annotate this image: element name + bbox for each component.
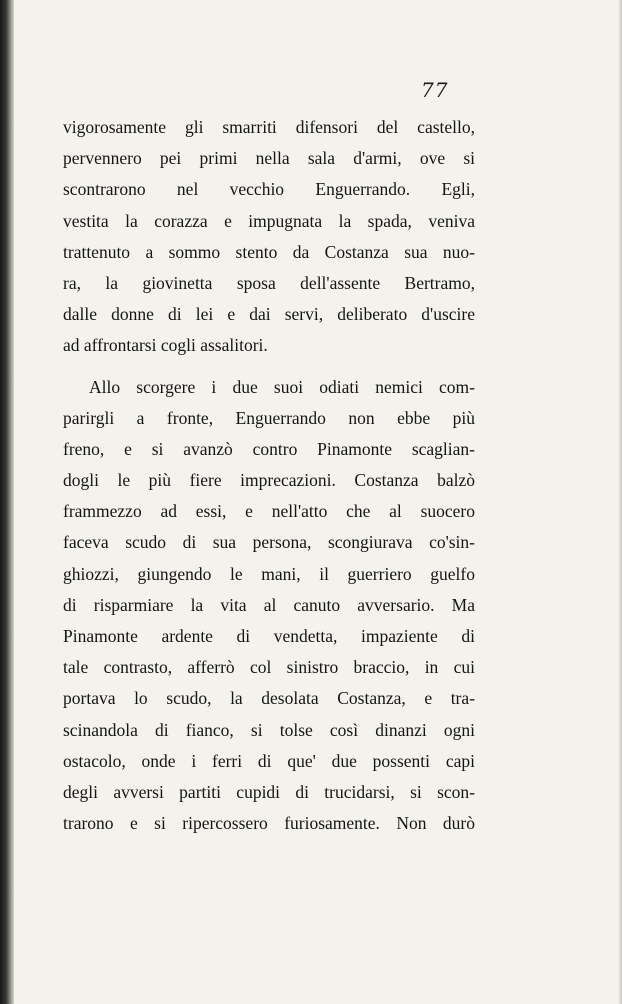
text-line: trattenuto a sommo stento da Costanza sua nuo- bbox=[63, 241, 475, 262]
text-line: portava lo scudo, la desolata Costanza, e tra- bbox=[63, 688, 475, 709]
text-line: Pinamonte ardente di vendetta, impaziente di bbox=[63, 626, 475, 646]
text-line: tale contrasto, afferrò col sinistro braccio, in cui bbox=[63, 657, 475, 678]
text-line: pervennero pei primi nella sala d'armi, ove si bbox=[63, 148, 475, 169]
text-line: ostacolo, onde i ferri di que' due possenti capi bbox=[63, 750, 475, 771]
text-line: degli avversi partiti cupidi di trucidarsi, si scon- bbox=[63, 781, 475, 802]
text-line: vestita la corazza e impugnata la spada, veniva bbox=[63, 210, 475, 231]
body-text bbox=[63, 112, 475, 839]
text-line: trarono e si ripercossero furiosamente. Non durò bbox=[63, 813, 475, 834]
text-line: ra, la giovinetta sposa dell'assente Bertramo, bbox=[63, 272, 475, 293]
text-line: faceva scudo di sua persona, scongiurava co'sin- bbox=[63, 532, 475, 553]
text-line: parirgli a fronte, Enguerrando non ebbe più bbox=[63, 407, 475, 428]
paragraph-2 bbox=[63, 372, 475, 840]
text-line: vigorosamente gli smarriti difensori del castello, bbox=[63, 117, 475, 137]
text-line: frammezzo ad essi, e nell'atto che al suocero bbox=[63, 501, 475, 522]
paragraph-1 bbox=[63, 112, 475, 362]
paragraph-gap bbox=[63, 362, 475, 372]
text-line: ad affrontarsi cogli assalitori. bbox=[63, 335, 268, 356]
text-line: di risparmiare la vita al canuto avversario. Ma bbox=[63, 594, 475, 615]
text-line: Allo scorgere i due suoi odiati nemici com- bbox=[89, 376, 475, 397]
text-line: scontrarono nel vecchio Enguerrando. Egli, bbox=[63, 179, 475, 200]
page-edge bbox=[618, 0, 622, 1004]
text-line: ghiozzi, giungendo le mani, il guerriero guelfo bbox=[63, 563, 475, 584]
binding-shadow bbox=[0, 0, 14, 1004]
text-line: dogli le più fiere imprecazioni. Costanza balzò bbox=[63, 470, 475, 491]
text-line: dalle donne di lei e dai servi, deliberato d'uscire bbox=[63, 304, 475, 325]
text-line: freno, e si avanzò contro Pinamonte scaglian- bbox=[63, 438, 475, 459]
page-number: 77 bbox=[421, 78, 449, 102]
text-line: scinandola di fianco, si tolse così dinanzi ogni bbox=[63, 719, 475, 740]
